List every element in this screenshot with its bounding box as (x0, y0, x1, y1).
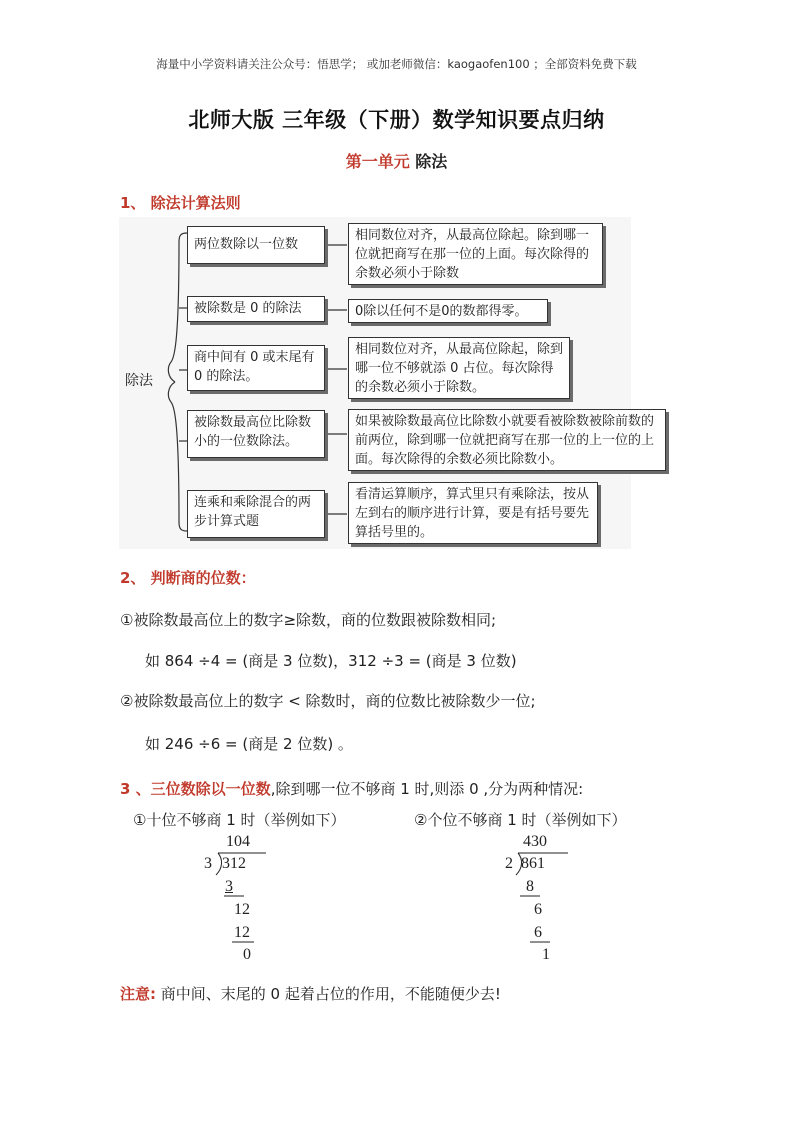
quotient-rule-1: ①被除数最高位上的数字≥除数，商的位数跟被除数相同; (120, 611, 497, 629)
case2-dividend: 861 (521, 855, 545, 872)
case2-step-4: 1 (542, 946, 550, 963)
case1-step-3-underline (232, 940, 256, 944)
case2-step-1-underline (520, 894, 542, 898)
document-title: 北师大版 三年级（下册）数学知识要点归纳 (188, 108, 605, 132)
case1-divisor: 3 (204, 855, 212, 872)
rule-box-left-1: 两位数除以一位数 (187, 226, 325, 264)
section3-number: 3 、 (120, 780, 151, 798)
case2-step-3: 6 (534, 924, 542, 941)
quotient-example-2: 如 246 ÷6 = (商是 2 位数) 。 (145, 735, 353, 753)
page-header: 海量中小学资料请关注公众号：悟思学； 或加老师微信：kaogaofen100 ；全部资料免费下载 (156, 57, 637, 71)
rule-box-left-5: 连乘和乘除混合的两步计算式题 (187, 490, 325, 538)
diagram-root-label: 除法 (125, 373, 153, 389)
case2-quotient: 430 (523, 833, 547, 850)
note-line (120, 983, 501, 1004)
note-label: 注意: (120, 985, 156, 1003)
rule-box-right-1: 相同数位对齐，从最高位除起。除到哪一位就把商写在那一位的上面。每次除得的余数必须小于除数 (348, 223, 603, 285)
case1-step-4: 0 (243, 946, 251, 963)
case1-dividend: 312 (222, 855, 246, 872)
rule-box-left-3: 商中间有 0 或末尾有 0 的除法。 (187, 345, 325, 391)
case2-label: ②个位不够商 1 时（举例如下） (414, 811, 627, 829)
rule-box-right-4: 如果被除数最高位比除数小就要看被除数被除前数的前两位，除到哪一位就把商写在那一位的上一位的上面。每次除得的余数必须比除数小。 (348, 409, 666, 471)
section3-description: ,除到哪一位不够商 1 时,则添 0 ,分为两种情况: (270, 780, 584, 798)
section1-title: 1、 除法计算法则 (120, 194, 241, 212)
unit-name: 除法 (415, 152, 448, 171)
section3-topic: 三位数除以一位数 (150, 780, 271, 798)
case1-quotient: 104 (226, 833, 250, 850)
rule-box-left-4: 被除数最高位比除数小的一位数除法。 (187, 410, 325, 458)
case1-step-1-underline (224, 894, 246, 898)
rule-box-right-3: 相同数位对齐，从最高位除起，除到哪一位不够就添 0 占位。每次除得的余数必须小于除数。 (348, 337, 570, 399)
rule-box-left-2: 被除数是 0 的除法 (187, 296, 325, 322)
case2-divisor: 2 (505, 855, 513, 872)
division-rules-diagram (119, 217, 655, 549)
section3-heading (120, 778, 583, 799)
case1-label: ①十位不够商 1 时（举例如下） (133, 811, 346, 829)
unit-prefix: 第一单元 (345, 152, 410, 171)
case1-step-1: 3 (225, 878, 233, 895)
rule-box-right-2: 0除以任何不是0的数都得零。 (348, 299, 548, 323)
case1-step-2: 12 (234, 901, 250, 918)
unit-heading (0, 149, 793, 172)
rule-box-right-5: 看清运算顺序，算式里只有乘除法，按从左到右的顺序进行计算，要是有括号要先算括号里的。 (348, 482, 598, 544)
case2-step-3-underline (530, 940, 552, 944)
quotient-rule-2: ②被除数最高位上的数字 < 除数时，商的位数比被除数少一位; (120, 692, 536, 710)
section2-title: 2、 判断商的位数： (120, 569, 256, 587)
case1-step-3: 12 (234, 924, 250, 941)
case2-step-1: 8 (526, 878, 534, 895)
note-text: 商中间、末尾的 0 起着占位的作用，不能随便少去! (156, 985, 501, 1003)
quotient-example-1: 如 864 ÷4 = (商是 3 位数)，312 ÷3 = (商是 3 位数) (145, 652, 517, 670)
case2-step-2: 6 (534, 901, 542, 918)
